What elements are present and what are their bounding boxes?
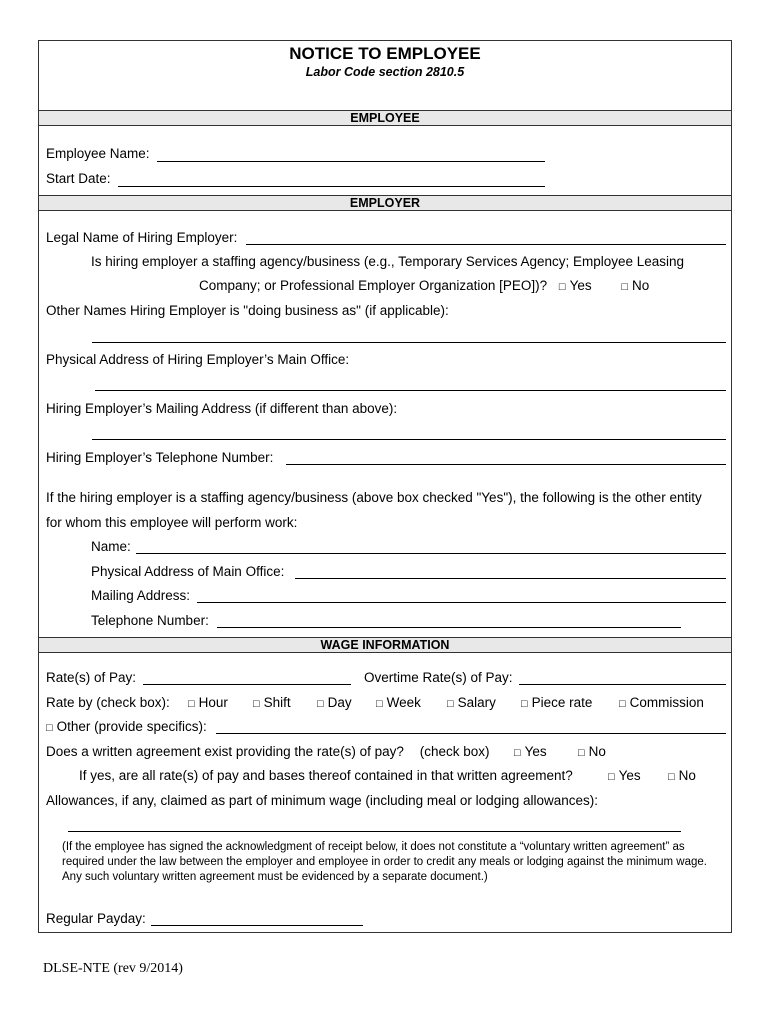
- allowances-label: Allowances, if any, claimed as part of minimum wage (including meal or lodging allowances):: [46, 793, 599, 808]
- staffing-note-line1: If the hiring employer is a staffing agency/business (above box checked "Yes"), the following is the other entity: [46, 490, 702, 505]
- page-subtitle: Labor Code section 2810.5: [305, 65, 465, 79]
- form-revision: DLSE-NTE (rev 9/2014): [43, 961, 183, 976]
- rate-of-pay-label: Rate(s) of Pay:: [46, 670, 137, 685]
- legal-name-field[interactable]: [246, 244, 726, 245]
- employee-name-field[interactable]: [157, 161, 545, 162]
- rate-option-day[interactable]: □ Day: [317, 695, 352, 710]
- rate-option-salary[interactable]: □ Salary: [447, 695, 496, 710]
- checkbox-icon: □: [188, 698, 195, 710]
- other-entity-physical-label: Physical Address of Main Office:: [91, 564, 285, 579]
- telephone-field[interactable]: [286, 464, 726, 465]
- section-employee-header: EMPLOYEE: [39, 110, 731, 126]
- regular-payday-field[interactable]: [151, 925, 363, 926]
- other-entity-physical-field[interactable]: [295, 578, 726, 579]
- page-title: NOTICE TO EMPLOYEE: [289, 44, 481, 63]
- checkbox-icon: □: [521, 698, 528, 710]
- legal-name-label: Legal Name of Hiring Employer:: [46, 230, 238, 245]
- mailing-address-label: Hiring Employer’s Mailing Address (if different than above):: [46, 401, 398, 416]
- other-entity-mailing-label: Mailing Address:: [91, 588, 191, 603]
- rate-option-hour[interactable]: □ Hour: [188, 695, 228, 710]
- agreement-no-option[interactable]: □ No: [578, 744, 606, 759]
- allowances-field[interactable]: [68, 831, 681, 832]
- staffing-question-line1: Is hiring employer a staffing agency/business (e.g., Temporary Services Agency; Employee Leasing: [91, 254, 685, 269]
- start-date-field[interactable]: [118, 186, 545, 187]
- overtime-rate-field[interactable]: [519, 684, 726, 685]
- staffing-no-option[interactable]: □ No: [621, 278, 650, 293]
- rate-option-piece-rate[interactable]: □ Piece rate: [521, 695, 593, 710]
- contained-no-option[interactable]: □ No: [668, 768, 696, 783]
- other-entity-telephone-label: Telephone Number:: [91, 613, 209, 628]
- rate-option-commission[interactable]: □ Commission: [619, 695, 704, 710]
- start-date-label: Start Date:: [46, 171, 111, 186]
- other-names-field[interactable]: [92, 342, 726, 343]
- other-entity-mailing-field[interactable]: [197, 602, 726, 603]
- checkbox-icon: □: [621, 281, 629, 293]
- checkbox-icon: □: [46, 722, 53, 734]
- staffing-yes-option[interactable]: □ Yes: [558, 278, 592, 293]
- section-employer-header: EMPLOYER: [39, 195, 731, 211]
- checkbox-icon: □: [447, 698, 454, 710]
- checkbox-icon: □: [619, 698, 626, 710]
- contained-yes-option[interactable]: □ Yes: [608, 768, 641, 783]
- rate-by-label: Rate by (check box):: [46, 695, 170, 710]
- staffing-note-line2: for whom this employee will perform work:: [46, 515, 298, 530]
- other-entity-name-field[interactable]: [136, 553, 726, 554]
- rate-option-shift[interactable]: □ Shift: [253, 695, 291, 710]
- staffing-question-line2: Company; or Professional Employer Organization [PEO])? □ Yes □ No: [199, 278, 650, 293]
- checkbox-icon: □: [253, 698, 260, 710]
- agreement-yes-option[interactable]: □ Yes: [514, 744, 547, 759]
- overtime-rate-label: Overtime Rate(s) of Pay:: [364, 670, 513, 685]
- checkbox-icon: □: [376, 698, 383, 710]
- employee-name-label: Employee Name:: [46, 146, 150, 161]
- checkbox-icon: □: [608, 771, 615, 783]
- rate-of-pay-field[interactable]: [143, 684, 351, 685]
- agreement-question: Does a written agreement exist providing the rate(s) of pay? (check box): [46, 744, 490, 759]
- physical-address-label: Physical Address of Hiring Employer’s Main Office:: [46, 352, 350, 367]
- telephone-label: Hiring Employer’s Telephone Number:: [46, 450, 274, 465]
- checkbox-icon: □: [558, 281, 566, 293]
- voluntary-agreement-note: (If the employee has signed the acknowledgment of receipt below, it does not constitute a “voluntary written agreement” as required under the law between the employer and employee in order to credit any meals or lodging against the minimum wage. Any such voluntary written agreement must be evidenced by a separate document.): [62, 841, 707, 883]
- checkbox-icon: □: [578, 747, 585, 759]
- checkbox-icon: □: [514, 747, 521, 759]
- other-names-label: Other Names Hiring Employer is "doing business as" (if applicable):: [46, 303, 449, 318]
- other-entity-name-label: Name:: [91, 539, 131, 554]
- rate-option-week[interactable]: □ Week: [376, 695, 421, 710]
- regular-payday-label: Regular Payday:: [46, 911, 146, 926]
- physical-address-field[interactable]: [95, 390, 726, 391]
- checkbox-icon: □: [317, 698, 324, 710]
- mailing-address-field[interactable]: [92, 439, 726, 440]
- other-specifics-field[interactable]: [216, 733, 726, 734]
- rate-option-other[interactable]: □ Other (provide specifics):: [46, 719, 207, 734]
- checkbox-icon: □: [668, 771, 675, 783]
- other-entity-telephone-field[interactable]: [217, 627, 681, 628]
- section-wage-header: WAGE INFORMATION: [39, 637, 731, 653]
- notice-form: [38, 40, 732, 933]
- contained-question: If yes, are all rate(s) of pay and bases thereof contained in that written agreement?: [79, 768, 573, 783]
